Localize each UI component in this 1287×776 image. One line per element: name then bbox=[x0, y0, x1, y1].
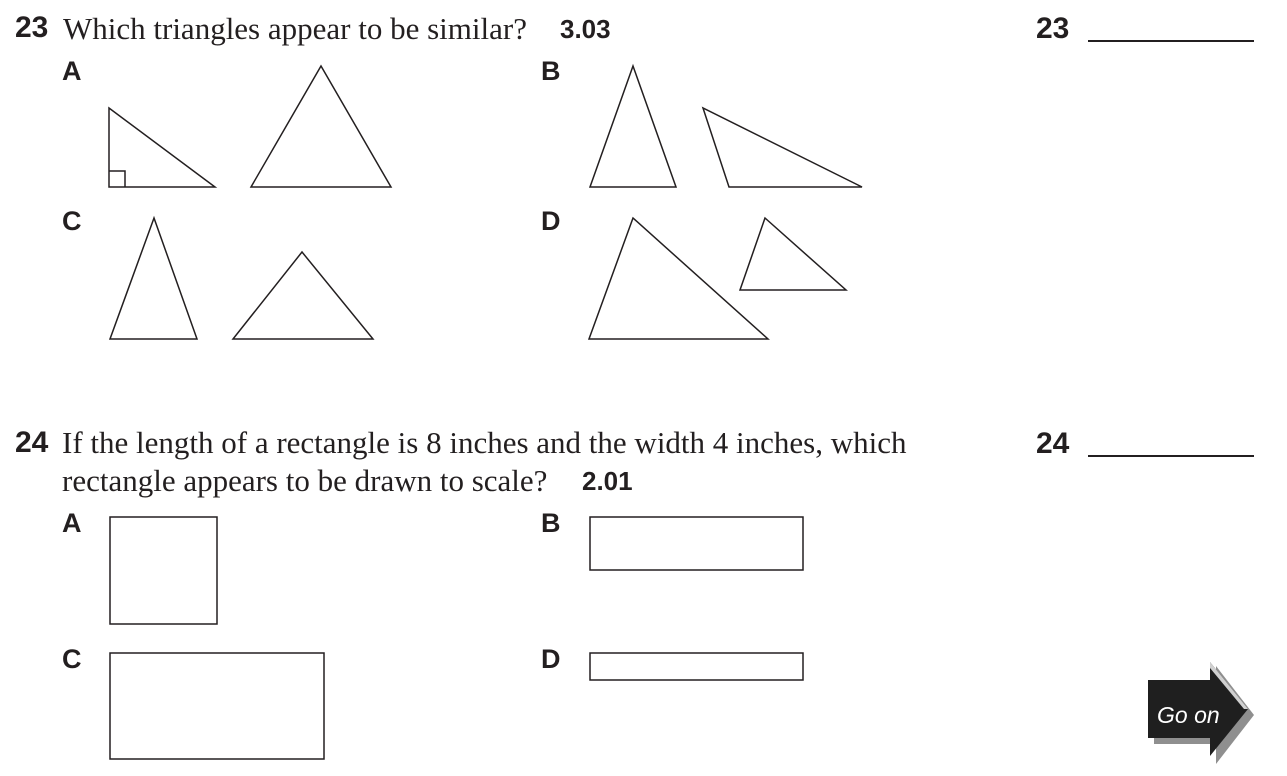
tall-triangle-shape bbox=[110, 218, 197, 339]
answer-blank[interactable] bbox=[1088, 455, 1254, 457]
option-d-label: D bbox=[541, 644, 561, 674]
option-a-label: A bbox=[62, 508, 82, 538]
go-on-button[interactable] bbox=[1140, 660, 1260, 772]
option-d-rectangle[interactable] bbox=[0, 0, 1, 1]
question-text-line-2: rectangle appears to be drawn to scale? bbox=[62, 463, 548, 498]
option-b-label: B bbox=[541, 56, 561, 86]
go-on-label: Go on bbox=[1157, 702, 1220, 728]
option-c-label: C bbox=[62, 644, 82, 674]
objective-code: 2.01 bbox=[582, 466, 633, 496]
rectangle-shape bbox=[110, 653, 324, 759]
question-number: 24 bbox=[15, 426, 49, 459]
option-a-label: A bbox=[62, 56, 82, 86]
answer-number: 23 bbox=[1036, 12, 1070, 45]
small-triangle-shape bbox=[740, 218, 846, 290]
scalene-triangle-shape bbox=[703, 108, 862, 187]
answer-number: 24 bbox=[1036, 427, 1070, 460]
thin-rectangle-shape bbox=[590, 653, 803, 680]
isosceles-triangle-shape bbox=[590, 66, 676, 187]
wide-triangle-shape bbox=[233, 252, 373, 339]
question-number: 23 bbox=[15, 11, 49, 44]
objective-code: 3.03 bbox=[560, 14, 611, 44]
question-text-line-1: If the length of a rectangle is 8 inches and the width 4 inches, which bbox=[62, 425, 907, 460]
square-shape bbox=[110, 517, 217, 624]
option-c-label: C bbox=[62, 206, 82, 236]
large-triangle-shape bbox=[589, 218, 768, 339]
rectangle-shape bbox=[590, 517, 803, 570]
right-angle-marker bbox=[109, 171, 125, 187]
equilateral-triangle-shape bbox=[251, 66, 391, 187]
answer-blank[interactable] bbox=[1088, 40, 1254, 42]
question-text: Which triangles appear to be similar? bbox=[63, 11, 527, 46]
option-d-label: D bbox=[541, 206, 561, 236]
option-b-label: B bbox=[541, 508, 561, 538]
